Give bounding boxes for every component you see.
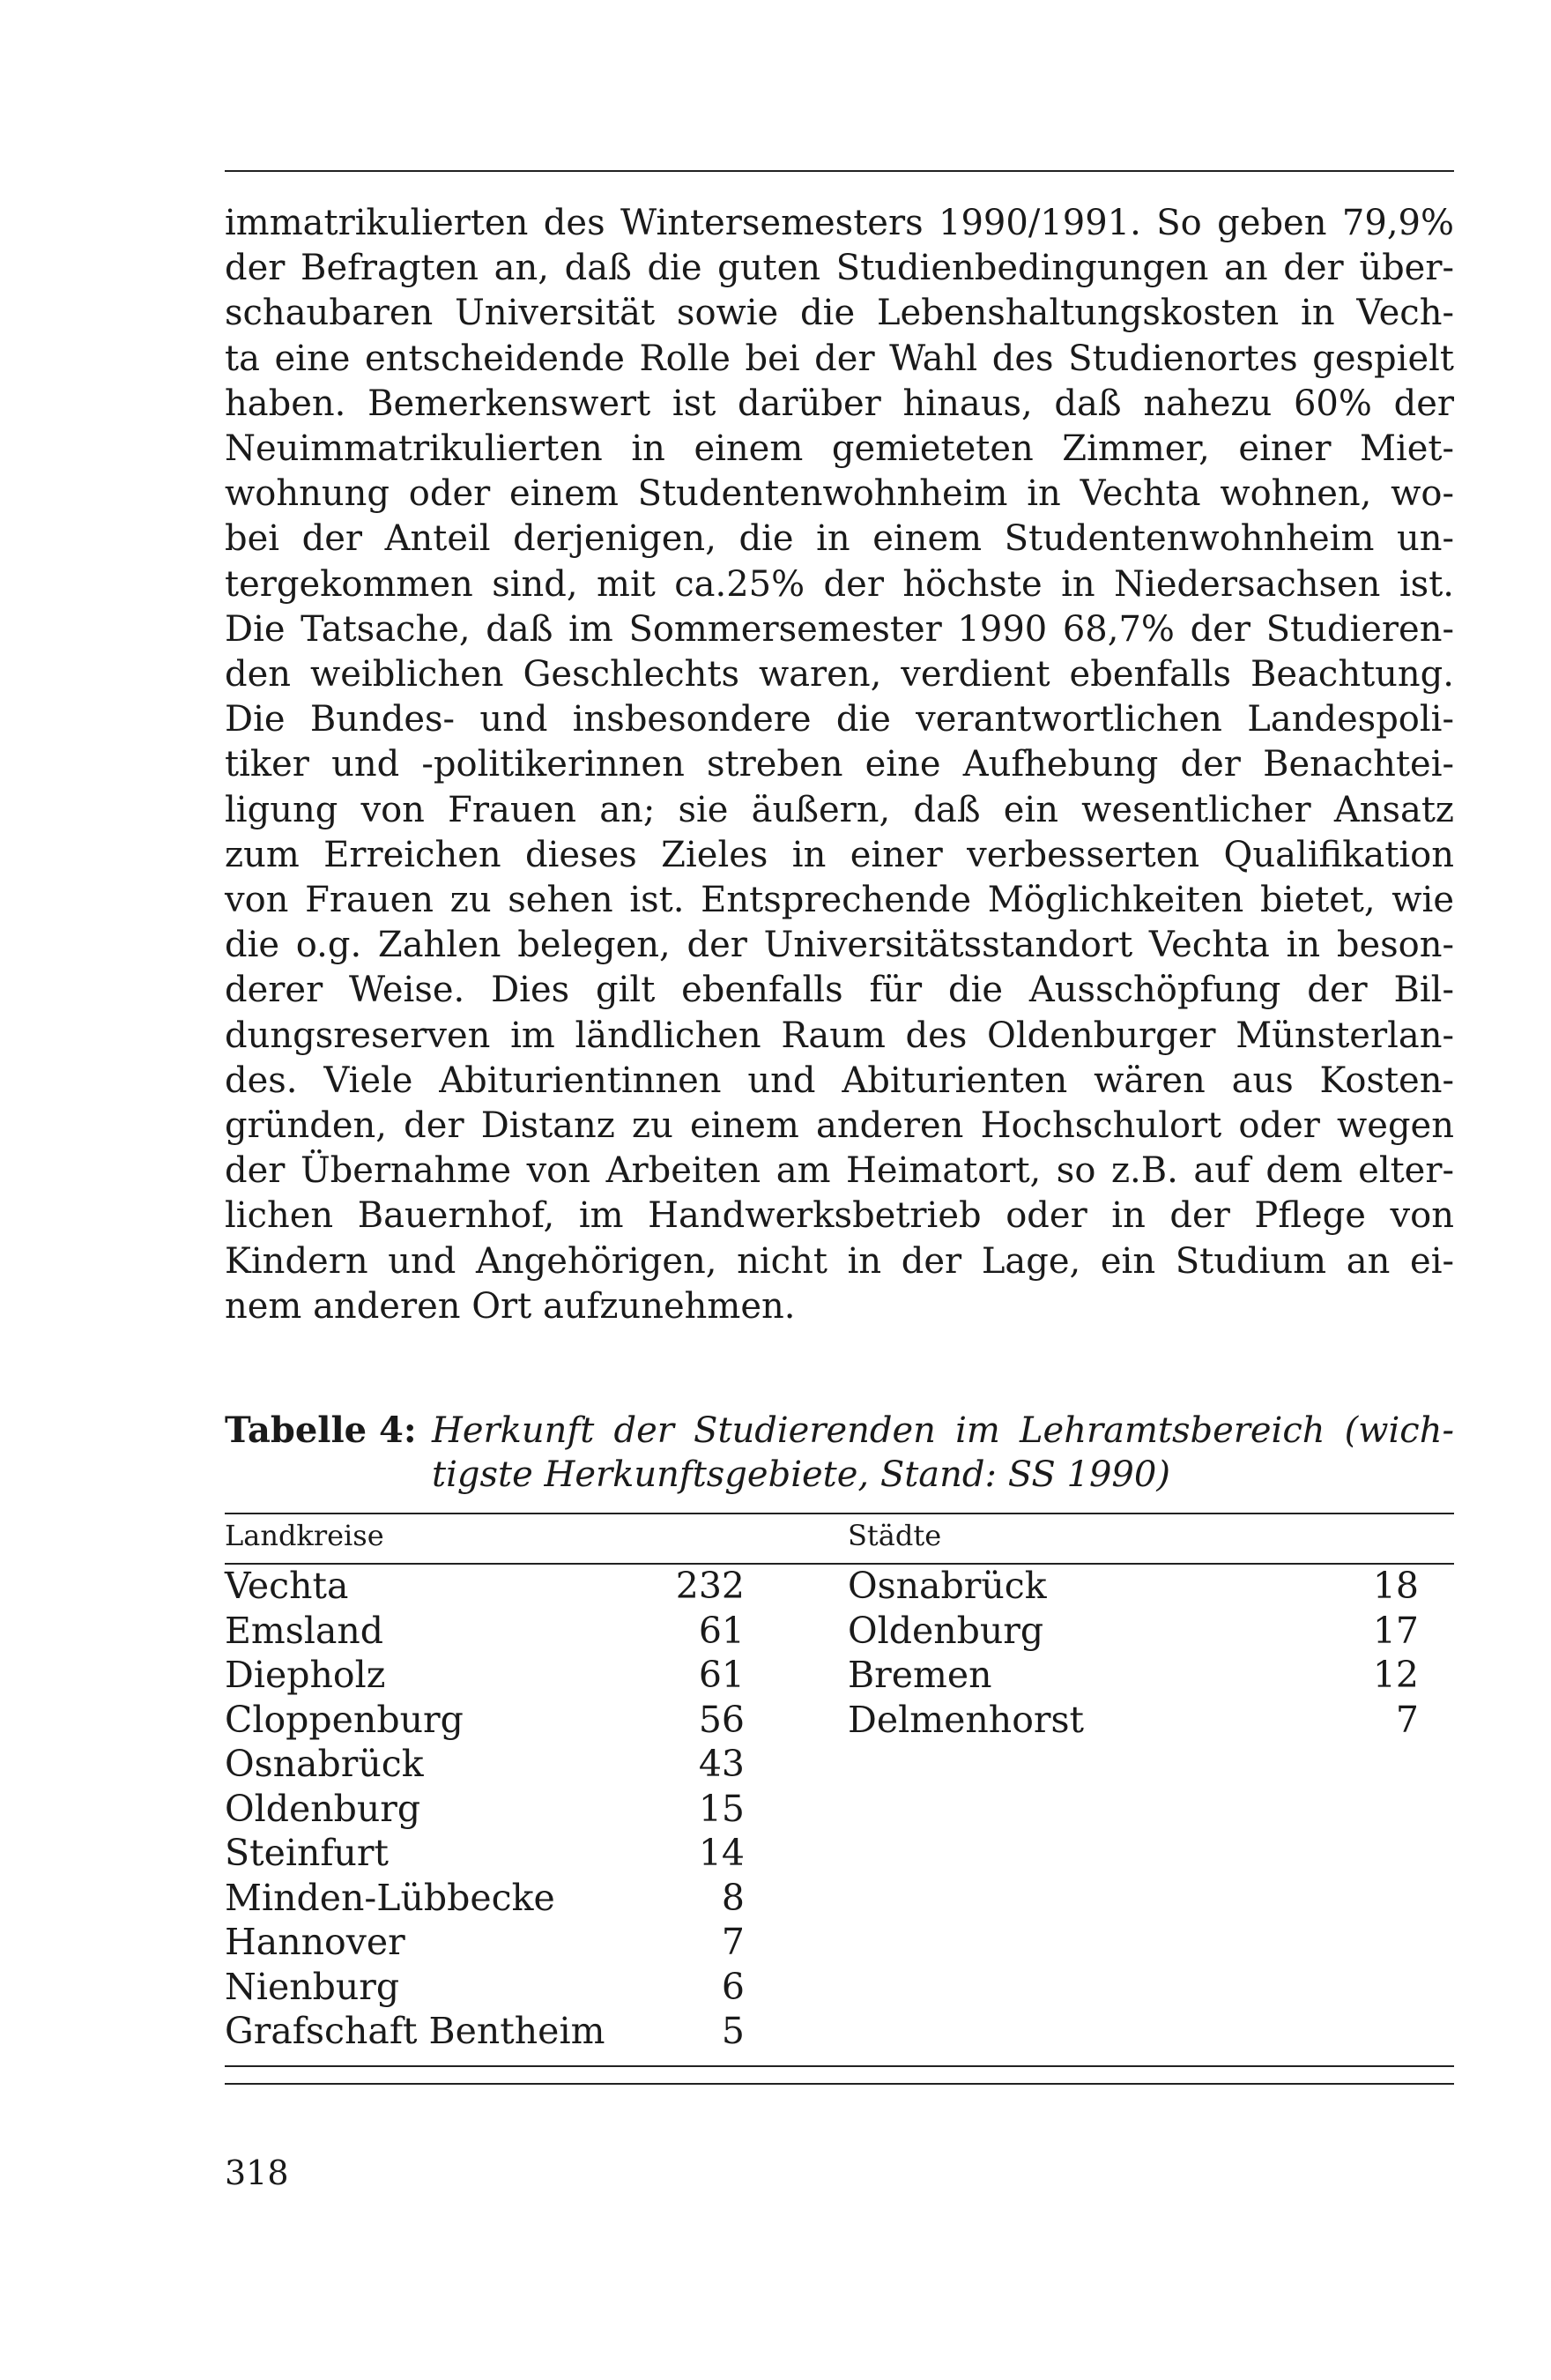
body-line: tiker und -politikerinnen streben eine Aufhebung der Benachtei- — [225, 744, 1454, 785]
table-row — [225, 1876, 745, 1921]
body-line: wohnung oder einem Studentenwohnheim in Vechta wohnen, wo- — [225, 473, 1454, 515]
body-line: derer Weise. Dies gilt ebenfalls für die Ausschöpfung der Bil- — [225, 970, 1454, 1011]
row-value: 15 — [698, 1787, 745, 1830]
table-row — [848, 1698, 1419, 1743]
table-row — [225, 1831, 745, 1876]
body-line: der Befragten an, daß die guten Studienbedingungen an der über- — [225, 248, 1454, 289]
body-line: den weiblichen Geschlechts waren, verdient ebenfalls Beachtung. — [225, 654, 1454, 695]
body-line: von Frauen zu sehen ist. Entsprechende Möglichkeiten bietet, wie — [225, 880, 1454, 921]
table-bottom-rule — [225, 2065, 1454, 2067]
column-header-staedte: Städte — [848, 1519, 942, 1552]
table-caption-label: Tabelle 4: — [225, 1409, 417, 1451]
row-value: 232 — [675, 1565, 745, 1607]
row-name: Osnabrück — [225, 1743, 424, 1785]
row-name: Minden-Lübbecke — [225, 1876, 555, 1919]
body-line: Kindern und Angehörigen, nicht in der Lage, ein Studium an ei- — [225, 1240, 1454, 1282]
body-line: gründen, der Distanz zu einem anderen Hochschulort oder wegen — [225, 1105, 1454, 1147]
row-value: 43 — [698, 1743, 745, 1785]
row-name: Steinfurt — [225, 1832, 390, 1874]
body-line: der Übernahme von Arbeiten am Heimatort, so z.B. auf dem elter- — [225, 1150, 1454, 1192]
row-value: 6 — [721, 1965, 745, 2008]
row-name: Delmenhorst — [848, 1698, 1085, 1741]
body-line: haben. Bemerkenswert ist darüber hinaus, daß nahezu 60% der — [225, 383, 1454, 424]
table-caption — [225, 1409, 1454, 1497]
row-value: 8 — [721, 1876, 745, 1919]
row-name: Cloppenburg — [225, 1698, 464, 1741]
body-line: tergekommen sind, mit ca.25% der höchste in Niedersachsen ist. — [225, 563, 1454, 605]
table-row — [848, 1653, 1419, 1698]
row-value: 5 — [721, 2010, 745, 2052]
row-value: 14 — [698, 1832, 745, 1874]
caption-line: Herkunft der Studierenden im Lehramtsbereich (wich- — [432, 1410, 1454, 1451]
table-row — [225, 1920, 745, 1965]
row-value: 17 — [1372, 1609, 1419, 1652]
column-header-landkreise: Landkreise — [225, 1519, 384, 1552]
table-top-rule — [225, 1513, 1454, 1514]
caption-line: tigste Herkunftsgebiete, Stand: SS 1990) — [432, 1454, 1170, 1495]
row-value: 61 — [698, 1654, 745, 1696]
table-row — [225, 1698, 745, 1743]
row-name: Diepholz — [225, 1654, 386, 1696]
body-line: schaubaren Universität sowie die Lebenshaltungskosten in Vech- — [225, 293, 1454, 334]
body-line: ligung von Frauen an; sie äußern, daß ein wesentlicher Ansatz — [225, 789, 1454, 830]
body-line: lichen Bauernhof, im Handwerksbetrieb oder in der Pflege von — [225, 1195, 1454, 1237]
row-value: 18 — [1372, 1565, 1419, 1607]
top-rule — [225, 170, 1454, 172]
staedte-column — [848, 1564, 1419, 1742]
landkreise-column — [225, 1564, 745, 2054]
row-name: Bremen — [848, 1654, 992, 1696]
table-row — [225, 1742, 745, 1787]
row-name: Osnabrück — [848, 1565, 1047, 1607]
page-number: 318 — [225, 2153, 289, 2192]
body-line: dungsreserven im ländlichen Raum des Oldenburger Münsterlan- — [225, 1015, 1454, 1056]
row-value: 12 — [1372, 1654, 1419, 1696]
row-name: Hannover — [225, 1921, 405, 1963]
body-line: die o.g. Zahlen belegen, der Universitätsstandort Vechta in beson- — [225, 925, 1454, 966]
table-row — [225, 1965, 745, 2010]
row-name: Nienburg — [225, 1965, 400, 2008]
table-row — [848, 1564, 1419, 1609]
body-line: nem anderen Ort aufzunehmen. — [225, 1285, 796, 1327]
body-line: Neuimmatrikulierten in einem gemieteten Zimmer, einer Miet- — [225, 428, 1454, 470]
row-name: Oldenburg — [848, 1609, 1044, 1652]
table-row — [225, 1564, 745, 1609]
body-line: bei der Anteil derjenigen, die in einem Studentenwohnheim un- — [225, 518, 1454, 560]
table-bottom-rule-second — [225, 2083, 1454, 2085]
table-row — [225, 1609, 745, 1654]
table-row — [225, 1653, 745, 1698]
table-row — [848, 1609, 1419, 1654]
row-value: 56 — [698, 1698, 745, 1741]
body-paragraph — [225, 201, 1454, 1329]
row-name: Oldenburg — [225, 1787, 421, 1830]
row-name: Vechta — [225, 1565, 349, 1607]
body-line: Die Tatsache, daß im Sommersemester 1990 68,7% der Studieren- — [225, 608, 1454, 650]
row-name: Grafschaft Bentheim — [225, 2010, 605, 2052]
body-line: zum Erreichen dieses Zieles in einer verbesserten Qualifikation — [225, 834, 1454, 875]
table-row — [225, 2009, 745, 2054]
row-value: 7 — [721, 1921, 745, 1963]
table-caption-text — [432, 1409, 1454, 1497]
row-value: 61 — [698, 1609, 745, 1652]
row-value: 7 — [1395, 1698, 1419, 1741]
table-row — [225, 1787, 745, 1832]
body-line: immatrikulierten des Wintersemesters 1990/1991. So geben 79,9% — [225, 203, 1454, 243]
body-line: ta eine entscheidende Rolle bei der Wahl des Studienortes gespielt — [225, 338, 1454, 379]
body-line: Die Bundes- und insbesondere die verantwortlichen Landespoli- — [225, 699, 1454, 740]
body-line: des. Viele Abiturientinnen und Abiturienten wären aus Kosten- — [225, 1060, 1454, 1101]
row-name: Emsland — [225, 1609, 384, 1652]
